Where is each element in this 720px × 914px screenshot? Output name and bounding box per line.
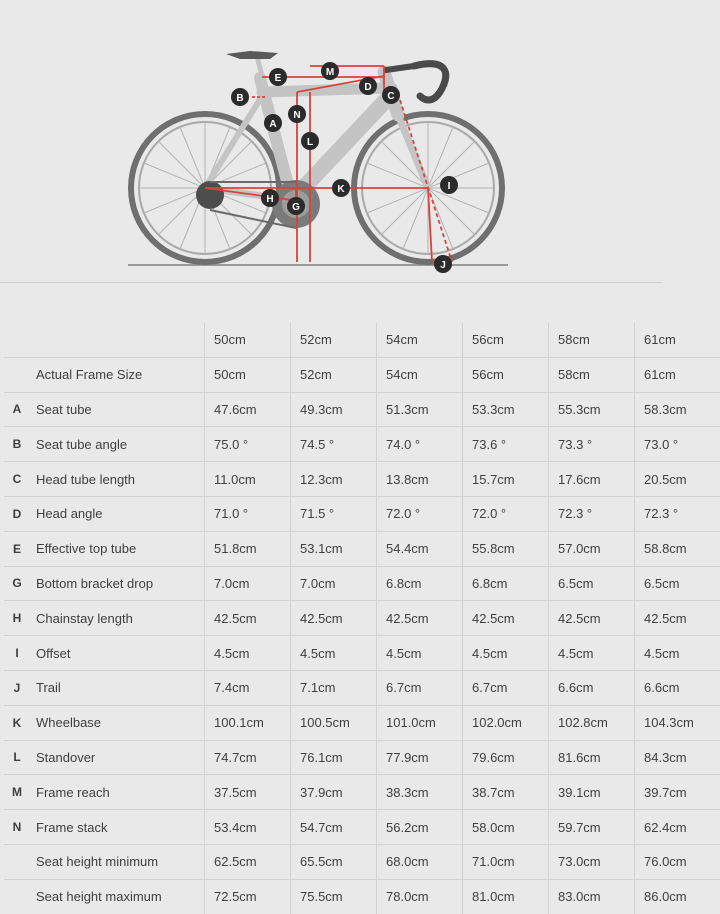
svg-text:K: K xyxy=(337,184,345,195)
row-value: 73.0cm xyxy=(549,844,635,879)
row-value: 73.0 ° xyxy=(635,427,720,462)
row-value: 83.0cm xyxy=(549,879,635,913)
header-letter-cell xyxy=(4,323,30,357)
row-label: Head angle xyxy=(30,496,205,531)
row-label: Wheelbase xyxy=(30,705,205,740)
row-letter: B xyxy=(4,427,30,462)
row-value: 6.8cm xyxy=(377,566,463,601)
table-row xyxy=(4,601,720,636)
table-row xyxy=(4,879,720,913)
marker-g xyxy=(287,197,305,215)
header-size-54: 54cm xyxy=(377,323,463,357)
table-row xyxy=(4,670,720,705)
row-label: Trail xyxy=(30,670,205,705)
row-letter: C xyxy=(4,462,30,497)
row-value: 68.0cm xyxy=(377,844,463,879)
row-value: 71.5 ° xyxy=(291,496,377,531)
table-row xyxy=(4,705,720,740)
row-value: 81.6cm xyxy=(549,740,635,775)
row-value: 49.3cm xyxy=(291,392,377,427)
row-value: 4.5cm xyxy=(291,636,377,671)
row-value: 55.3cm xyxy=(549,392,635,427)
row-value: 52cm xyxy=(291,357,377,392)
row-value: 6.5cm xyxy=(549,566,635,601)
marker-j xyxy=(434,255,452,273)
row-value: 39.1cm xyxy=(549,775,635,810)
row-value: 6.7cm xyxy=(377,670,463,705)
row-label: Bottom bracket drop xyxy=(30,566,205,601)
row-value: 42.5cm xyxy=(205,601,291,636)
row-value: 71.0cm xyxy=(463,844,549,879)
row-value: 6.6cm xyxy=(549,670,635,705)
row-value: 53.3cm xyxy=(463,392,549,427)
header-size-52: 52cm xyxy=(291,323,377,357)
row-value: 100.1cm xyxy=(205,705,291,740)
row-value: 42.5cm xyxy=(291,601,377,636)
marker-b xyxy=(231,88,249,106)
row-value: 42.5cm xyxy=(635,601,720,636)
marker-d xyxy=(359,77,377,95)
marker-c xyxy=(382,86,400,104)
row-value: 7.0cm xyxy=(291,566,377,601)
marker-a xyxy=(264,114,282,132)
row-value: 37.9cm xyxy=(291,775,377,810)
row-value: 6.7cm xyxy=(463,670,549,705)
svg-text:I: I xyxy=(448,181,451,192)
bike-geometry-diagram xyxy=(0,0,662,282)
row-value: 50cm xyxy=(205,357,291,392)
row-value: 6.5cm xyxy=(635,566,720,601)
geometry-table xyxy=(4,323,720,914)
table-row xyxy=(4,740,720,775)
row-value: 78.0cm xyxy=(377,879,463,913)
row-letter: J xyxy=(4,670,30,705)
marker-e xyxy=(269,68,287,86)
row-letter: A xyxy=(4,392,30,427)
svg-text:H: H xyxy=(266,194,273,205)
row-value: 15.7cm xyxy=(463,462,549,497)
marker-i xyxy=(440,176,458,194)
row-value: 100.5cm xyxy=(291,705,377,740)
row-letter xyxy=(4,879,30,913)
row-letter xyxy=(4,357,30,392)
saddle xyxy=(226,51,278,59)
row-value: 73.6 ° xyxy=(463,427,549,462)
row-value: 58cm xyxy=(549,357,635,392)
row-value: 58.3cm xyxy=(635,392,720,427)
header-size-58: 58cm xyxy=(549,323,635,357)
table-row xyxy=(4,844,720,879)
row-value: 102.8cm xyxy=(549,705,635,740)
table-row xyxy=(4,462,720,497)
svg-text:N: N xyxy=(293,110,300,121)
row-label: Seat tube angle xyxy=(30,427,205,462)
header-size-61: 61cm xyxy=(635,323,720,357)
row-value: 53.4cm xyxy=(205,810,291,845)
row-value: 79.6cm xyxy=(463,740,549,775)
row-value: 76.0cm xyxy=(635,844,720,879)
marker-k xyxy=(332,179,350,197)
row-value: 58.8cm xyxy=(635,531,720,566)
row-letter: I xyxy=(4,636,30,671)
bike-illustration xyxy=(0,0,662,282)
row-value: 59.7cm xyxy=(549,810,635,845)
header-label-cell xyxy=(30,323,205,357)
row-value: 13.8cm xyxy=(377,462,463,497)
svg-text:C: C xyxy=(387,91,394,102)
row-value: 4.5cm xyxy=(635,636,720,671)
row-value: 7.1cm xyxy=(291,670,377,705)
table-row xyxy=(4,357,720,392)
row-value: 58.0cm xyxy=(463,810,549,845)
row-value: 56.2cm xyxy=(377,810,463,845)
row-value: 74.7cm xyxy=(205,740,291,775)
row-value: 42.5cm xyxy=(463,601,549,636)
row-label: Effective top tube xyxy=(30,531,205,566)
row-value: 102.0cm xyxy=(463,705,549,740)
svg-text:A: A xyxy=(269,119,276,130)
row-value: 61cm xyxy=(635,357,720,392)
row-letter: D xyxy=(4,496,30,531)
row-value: 4.5cm xyxy=(549,636,635,671)
row-value: 76.1cm xyxy=(291,740,377,775)
section-divider xyxy=(0,282,662,283)
svg-text:G: G xyxy=(292,202,300,213)
row-value: 86.0cm xyxy=(635,879,720,913)
row-value: 47.6cm xyxy=(205,392,291,427)
row-value: 71.0 ° xyxy=(205,496,291,531)
marker-n xyxy=(288,105,306,123)
row-value: 56cm xyxy=(463,357,549,392)
table-row xyxy=(4,392,720,427)
row-label: Standover xyxy=(30,740,205,775)
row-value: 11.0cm xyxy=(205,462,291,497)
row-value: 104.3cm xyxy=(635,705,720,740)
row-value: 54.4cm xyxy=(377,531,463,566)
row-value: 72.3 ° xyxy=(549,496,635,531)
row-value: 65.5cm xyxy=(291,844,377,879)
marker-l xyxy=(301,132,319,150)
row-letter: K xyxy=(4,705,30,740)
row-letter: M xyxy=(4,775,30,810)
row-letter: G xyxy=(4,566,30,601)
svg-text:M: M xyxy=(326,67,334,78)
row-value: 74.0 ° xyxy=(377,427,463,462)
row-value: 57.0cm xyxy=(549,531,635,566)
row-letter: L xyxy=(4,740,30,775)
row-value: 74.5 ° xyxy=(291,427,377,462)
row-value: 42.5cm xyxy=(549,601,635,636)
header-size-50: 50cm xyxy=(205,323,291,357)
row-label: Seat tube xyxy=(30,392,205,427)
row-value: 4.5cm xyxy=(463,636,549,671)
row-value: 55.8cm xyxy=(463,531,549,566)
row-value: 7.4cm xyxy=(205,670,291,705)
row-label: Seat height minimum xyxy=(30,844,205,879)
row-value: 39.7cm xyxy=(635,775,720,810)
row-value: 42.5cm xyxy=(377,601,463,636)
row-label: Actual Frame Size xyxy=(30,357,205,392)
row-value: 4.5cm xyxy=(205,636,291,671)
row-letter xyxy=(4,844,30,879)
row-value: 51.8cm xyxy=(205,531,291,566)
row-value: 101.0cm xyxy=(377,705,463,740)
svg-text:D: D xyxy=(364,82,371,93)
row-value: 73.3 ° xyxy=(549,427,635,462)
table-row xyxy=(4,775,720,810)
svg-text:B: B xyxy=(236,93,243,104)
row-label: Seat height maximum xyxy=(30,879,205,913)
row-value: 20.5cm xyxy=(635,462,720,497)
row-value: 72.5cm xyxy=(205,879,291,913)
row-value: 38.3cm xyxy=(377,775,463,810)
row-value: 51.3cm xyxy=(377,392,463,427)
row-label: Head tube length xyxy=(30,462,205,497)
row-value: 37.5cm xyxy=(205,775,291,810)
row-value: 77.9cm xyxy=(377,740,463,775)
row-value: 62.4cm xyxy=(635,810,720,845)
row-value: 17.6cm xyxy=(549,462,635,497)
row-value: 12.3cm xyxy=(291,462,377,497)
table-row xyxy=(4,531,720,566)
row-value: 62.5cm xyxy=(205,844,291,879)
table-row xyxy=(4,566,720,601)
row-value: 6.6cm xyxy=(635,670,720,705)
row-label: Chainstay length xyxy=(30,601,205,636)
table-row xyxy=(4,496,720,531)
marker-m xyxy=(321,62,339,80)
row-value: 72.3 ° xyxy=(635,496,720,531)
row-value: 84.3cm xyxy=(635,740,720,775)
row-value: 4.5cm xyxy=(377,636,463,671)
svg-text:L: L xyxy=(307,137,313,148)
row-value: 54.7cm xyxy=(291,810,377,845)
row-value: 72.0 ° xyxy=(463,496,549,531)
row-value: 75.5cm xyxy=(291,879,377,913)
row-value: 54cm xyxy=(377,357,463,392)
header-size-56: 56cm xyxy=(463,323,549,357)
table-header-row xyxy=(4,323,720,357)
row-label: Frame reach xyxy=(30,775,205,810)
row-letter: N xyxy=(4,810,30,845)
row-value: 6.8cm xyxy=(463,566,549,601)
row-value: 38.7cm xyxy=(463,775,549,810)
row-label: Frame stack xyxy=(30,810,205,845)
row-letter: E xyxy=(4,531,30,566)
row-value: 53.1cm xyxy=(291,531,377,566)
row-label: Offset xyxy=(30,636,205,671)
marker-h xyxy=(261,189,279,207)
row-letter: H xyxy=(4,601,30,636)
svg-text:E: E xyxy=(275,73,282,84)
row-value: 7.0cm xyxy=(205,566,291,601)
svg-text:J: J xyxy=(440,260,446,271)
row-value: 75.0 ° xyxy=(205,427,291,462)
table-row xyxy=(4,427,720,462)
geometry-table-wrap xyxy=(4,323,658,914)
row-value: 72.0 ° xyxy=(377,496,463,531)
table-row xyxy=(4,810,720,845)
table-row xyxy=(4,636,720,671)
row-value: 81.0cm xyxy=(463,879,549,913)
